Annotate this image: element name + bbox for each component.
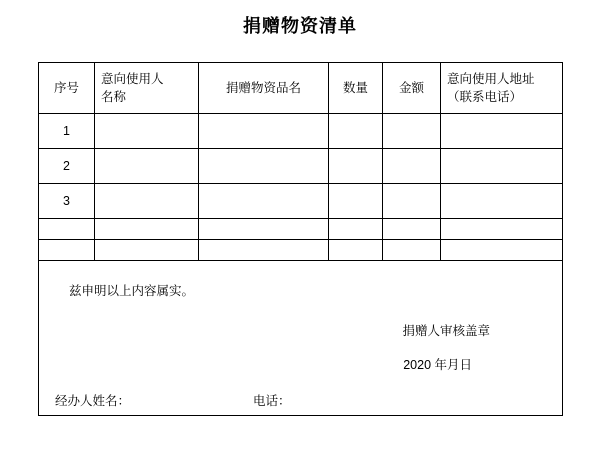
column-header-address: 意向使用人地址 （联系电话） [441,63,563,114]
cell-index: 1 [39,114,95,149]
cell-address[interactable] [441,219,563,240]
seal-label: 捐赠人审核盖章 [402,324,490,338]
cell-quantity[interactable] [329,219,383,240]
cell-user-name[interactable] [95,149,199,184]
cell-index: 2 [39,149,95,184]
page-title: 捐赠物资清单 [243,16,357,36]
column-header-index: 序号 [39,63,95,114]
cell-index: 3 [39,184,95,219]
cell-item-name[interactable] [199,149,329,184]
cell-user-name[interactable] [95,240,199,261]
donation-table-wrapper [38,62,562,416]
cell-quantity[interactable] [329,240,383,261]
cell-address[interactable] [441,149,563,184]
footer-row [39,261,563,416]
table-header-row [39,63,563,114]
footer-cell [39,261,563,416]
donation-table [38,62,563,416]
column-header-item-name: 捐赠物资品名 [199,63,329,114]
column-header-user-name: 意向使用人 名称 [95,63,199,114]
cell-amount[interactable] [383,219,441,240]
table-row [39,184,563,219]
cell-amount[interactable] [383,149,441,184]
cell-item-name[interactable] [199,240,329,261]
cell-quantity[interactable] [329,114,383,149]
document-page [0,12,600,452]
column-header-amount: 金额 [383,63,441,114]
table-row [39,219,563,240]
cell-item-name[interactable] [199,184,329,219]
statement-text: 兹申明以上内容属实。 [69,284,195,298]
date-line: 2020 年月日 [403,358,472,372]
handler-name-label: 经办人姓名： [55,394,131,408]
cell-amount[interactable] [383,114,441,149]
cell-user-name[interactable] [95,219,199,240]
phone-label: 电话： [253,394,291,408]
cell-address[interactable] [441,184,563,219]
cell-user-name[interactable] [95,184,199,219]
cell-amount[interactable] [383,240,441,261]
cell-amount[interactable] [383,184,441,219]
cell-index [39,240,95,261]
cell-quantity[interactable] [329,149,383,184]
table-row [39,149,563,184]
cell-index [39,219,95,240]
footer-content [43,263,558,413]
cell-address[interactable] [441,240,563,261]
table-row [39,240,563,261]
cell-address[interactable] [441,114,563,149]
cell-item-name[interactable] [199,114,329,149]
table-row [39,114,563,149]
cell-quantity[interactable] [329,184,383,219]
cell-user-name[interactable] [95,114,199,149]
column-header-quantity: 数量 [329,63,383,114]
cell-item-name[interactable] [199,219,329,240]
